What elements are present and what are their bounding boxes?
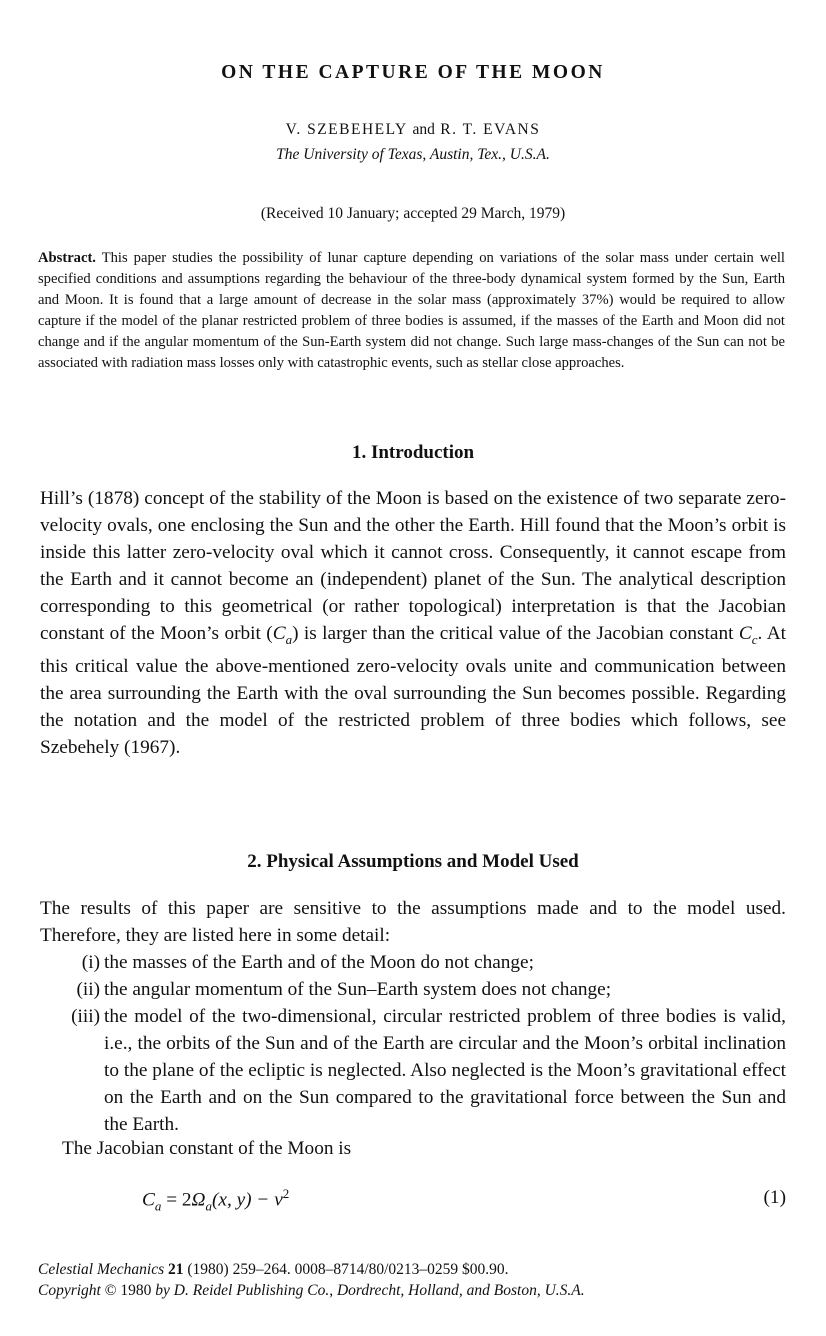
assumption-number: (i) — [81, 952, 100, 973]
jacobian-intro: The Jacobian constant of the Moon is — [62, 1138, 352, 1159]
intro-text-a: Hill’s (1878) concept of the stability of the Moon is based on the existence of two separate zero-velocity ovals, one enclosing the Sun and the other the Earth. Hill found that the Moon’s orbit is inside this latter zero-velocity oval which it cannot cross. Consequently, it cannot escape from the Earth and it cannot become an (independent) planet of the Sun. The analytical description corresponding to this geometrical (or rather topological) interpretation is that the Jacobian constant of the Moon’s orbit ( — [40, 488, 786, 644]
affiliation: The University of Texas, Austin, Tex., U.S.A. — [276, 146, 550, 163]
section-2-heading: 2. Physical Assumptions and Model Used — [247, 851, 579, 872]
journal-name: Celestial Mechanics — [38, 1261, 165, 1278]
copyright-prefix: Copyright — [38, 1282, 101, 1299]
assumption-number: (iii) — [71, 1006, 100, 1027]
author-conjunction: and — [412, 121, 435, 138]
citation-line — [38, 1261, 509, 1279]
assumption-number: (ii) — [76, 979, 100, 1000]
intro-text-c: . At this critical value the above-mentioned zero-velocity ovals unite and communication between the area surrounding the Earth with the oval surrounding the Sun becomes possible. Regarding the notation and the model of the restricted problem of three bodies which follows, see Szebehely (1967). — [40, 623, 786, 758]
ca-symbol: C — [272, 623, 286, 644]
citation-text: (1980) 259–264. 0008–8714/80/0213–0259 $00.90. — [187, 1261, 509, 1278]
authors — [0, 121, 826, 139]
assumption-text: the masses of the Earth and of the Moon do not change; — [104, 952, 534, 973]
ca-subscript: a — [285, 631, 293, 647]
abstract-label: Abstract. — [38, 250, 96, 266]
assumption-item — [40, 949, 786, 976]
paper-title: ON THE CAPTURE OF THE MOON — [221, 62, 605, 83]
journal-volume: 21 — [168, 1261, 184, 1278]
cc-symbol: C — [738, 623, 752, 644]
equation-1 — [142, 1186, 289, 1214]
eq-lhs-sub: a — [154, 1198, 162, 1214]
cc-subscript: c — [751, 631, 758, 647]
assumption-text: the model of the two-dimensional, circular restricted problem of three bodies is valid, i.e., the orbits of the Sun and of the Earth are circular and the Moon’s orbital inclination to the plane of the ecliptic is neglected. Also neglected is the Moon’s gravitational effect on the Earth and on the Sun compared to the gravitational force between the Sun and the Earth. — [104, 1006, 786, 1135]
eq-args: (x, y) − v — [211, 1189, 283, 1211]
section-2-intro: The results of this paper are sensitive to the assumptions made and to the model used. Therefore, they are listed here in some detail: — [40, 898, 786, 946]
abstract-text: This paper studies the possibility of lunar capture depending on variations of the solar mass under certain well specified conditions and assumptions regarding the behaviour of the three-body dynamical system formed by the Sun, Earth and Moon. It is found that a large amount of decrease in the solar mass (approximately 37%) would be required to allow capture if the model of the planar restricted problem of three bodies is assumed, if the masses of the Earth and Moon did not change and if the angular momentum of the Sun-Earth system did not change. Such large mass-changes of the Sun can not be associated with radiation mass losses only with catastrophic events, such as stellar close approaches. — [38, 250, 785, 371]
equation-number: (1) — [763, 1187, 786, 1208]
eq-omega-sub: a — [205, 1198, 212, 1214]
copyright-year: 1980 — [120, 1282, 152, 1299]
assumption-item — [40, 1003, 786, 1138]
author-1: V. SZEBEHELY — [285, 121, 408, 138]
copyright-line — [38, 1282, 585, 1300]
copyright-symbol: © — [104, 1282, 117, 1299]
publisher: by D. Reidel Publishing Co., Dordrecht, Holland, and Boston, U.S.A. — [155, 1282, 585, 1299]
intro-text-b: ) is larger than the critical value of the Jacobian constant — [292, 623, 739, 644]
eq-equals: = 2 — [161, 1189, 192, 1211]
eq-lhs: C — [142, 1189, 155, 1211]
eq-omega: Ω — [191, 1189, 206, 1211]
section-1-body — [40, 485, 786, 761]
abstract — [38, 248, 785, 374]
assumption-item — [40, 976, 786, 1003]
assumption-text: the angular momentum of the Sun–Earth system does not change; — [104, 979, 612, 1000]
received-dates: (Received 10 January; accepted 29 March, 1979) — [260, 205, 566, 222]
author-2: R. T. EVANS — [440, 121, 541, 138]
eq-sup: 2 — [282, 1186, 290, 1201]
section-1-heading: 1. Introduction — [351, 442, 475, 463]
